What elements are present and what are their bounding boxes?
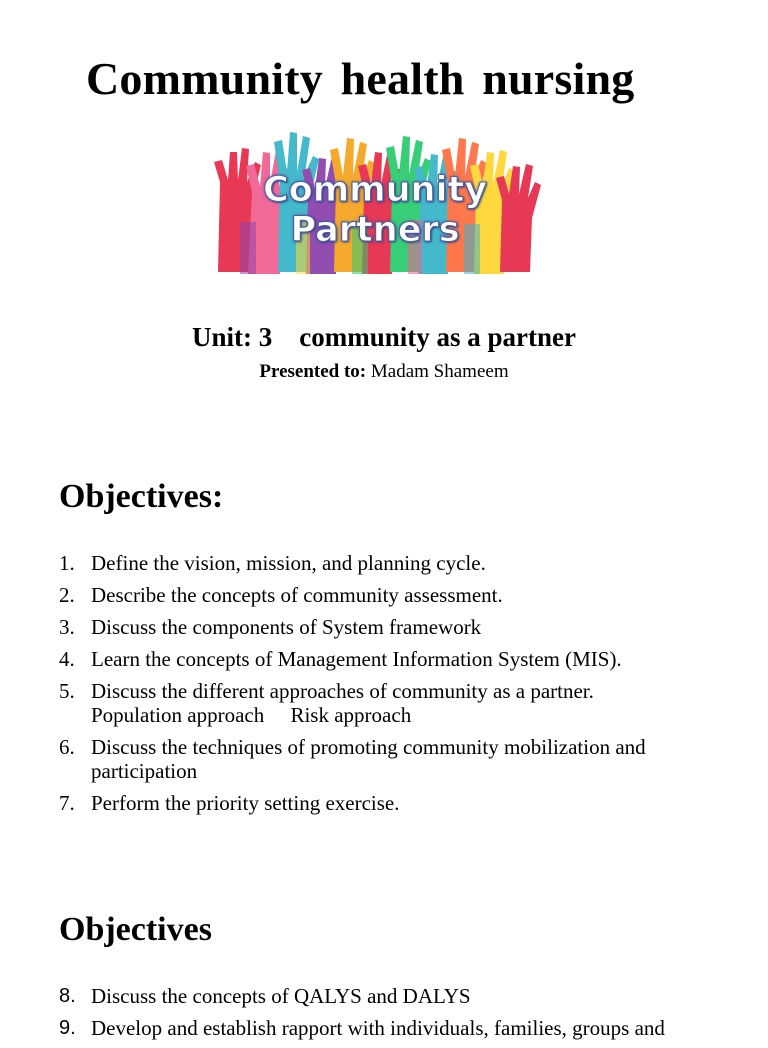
list-item bbox=[59, 791, 739, 815]
community-partners-banner bbox=[200, 122, 550, 280]
item-number: 6. bbox=[59, 735, 75, 759]
list-item bbox=[59, 984, 739, 1008]
presented-to-label: Presented to: bbox=[259, 361, 367, 382]
objectives-list bbox=[59, 551, 739, 823]
item-number: 5. bbox=[59, 679, 75, 703]
risk-approach: Risk approach bbox=[290, 703, 412, 727]
item-number: 2. bbox=[59, 583, 75, 607]
item-number: 8. bbox=[59, 985, 76, 1007]
objectives-heading: Objectives: bbox=[59, 478, 224, 515]
banner-text-partners: Partners bbox=[290, 210, 460, 250]
item-text: Discuss the different approaches of community as a partner. bbox=[91, 679, 594, 703]
banner-text-community: Community bbox=[262, 170, 488, 210]
list-item bbox=[59, 735, 739, 783]
item-text: Define the vision, mission, and planning cycle. bbox=[91, 551, 486, 575]
page-title: Community health nursing bbox=[86, 53, 635, 104]
unit-topic: community as a partner bbox=[299, 322, 576, 352]
list-item bbox=[59, 583, 739, 607]
item-number: 4. bbox=[59, 647, 75, 671]
item-number: 9. bbox=[59, 1017, 76, 1039]
presenter-name: Madam Shameem bbox=[370, 361, 509, 382]
item-number: 3. bbox=[59, 615, 75, 639]
item-text: Learn the concepts of Management Information System (MIS). bbox=[91, 647, 622, 671]
population-approach: Population approach bbox=[91, 703, 265, 727]
unit-heading bbox=[0, 322, 768, 353]
list-item bbox=[59, 615, 739, 639]
item-text: Discuss the components of System framework bbox=[91, 615, 482, 639]
item-number: 7. bbox=[59, 791, 75, 815]
item-text: Describe the concepts of community assessment. bbox=[91, 583, 503, 607]
list-item bbox=[59, 647, 739, 671]
objectives-heading-continued: Objectives bbox=[59, 911, 212, 948]
objectives-list-continued bbox=[59, 984, 739, 1048]
presented-to-line bbox=[0, 361, 768, 383]
list-item bbox=[59, 679, 739, 727]
item-text: Discuss the techniques of promoting community mobilization and participation bbox=[91, 735, 646, 783]
list-item bbox=[59, 551, 739, 575]
item-number: 1. bbox=[59, 551, 75, 575]
list-item bbox=[59, 1016, 739, 1040]
approaches-line bbox=[91, 703, 411, 727]
item-text: Discuss the concepts of QALYS and DALYS bbox=[91, 984, 471, 1008]
unit-label: Unit: 3 bbox=[192, 322, 273, 352]
item-text: Perform the priority setting exercise. bbox=[91, 791, 400, 815]
item-text: Develop and establish rapport with individuals, families, groups and bbox=[91, 1016, 665, 1040]
